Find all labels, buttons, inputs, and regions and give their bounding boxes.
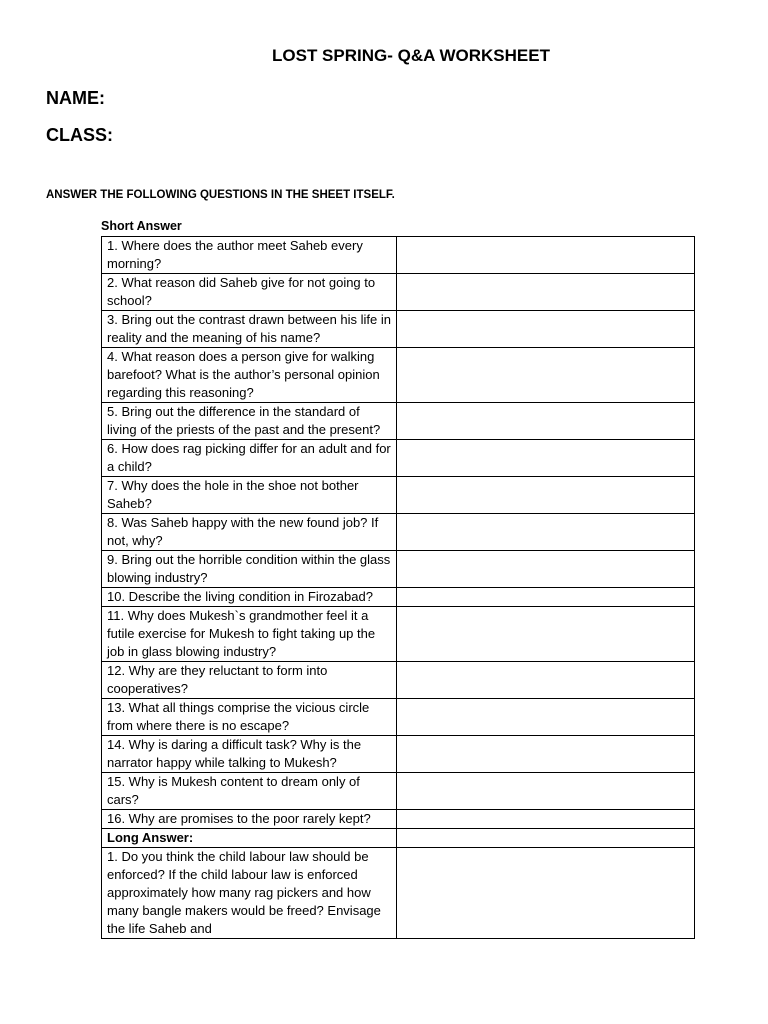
question-cell: 2. What reason did Saheb give for not going to school? [102, 274, 397, 311]
question-cell: 3. Bring out the contrast drawn between his life in reality and the meaning of his name? [102, 311, 397, 348]
answer-cell[interactable] [397, 514, 695, 551]
table-row [102, 514, 695, 551]
table-row [102, 607, 695, 662]
question-cell: 11. Why does Mukesh`s grandmother feel it a futile exercise for Mukesh to fight taking up the job in glass blowing industry? [102, 607, 397, 662]
page-title: LOST SPRING- Q&A WORKSHEET [272, 46, 550, 65]
question-cell: 9. Bring out the horrible condition within the glass blowing industry? [102, 551, 397, 588]
answer-cell[interactable] [397, 773, 695, 810]
question-cell: 1. Do you think the child labour law should be enforced? If the child labour law is enforced approximately how many rag pickers and how many bangle makers would be freed? Envisage the life Saheb and [102, 848, 397, 939]
table-row [102, 848, 695, 939]
answer-cell[interactable] [397, 274, 695, 311]
long-answer-label: Long Answer: [102, 829, 397, 848]
long-answer-heading-row [102, 829, 695, 848]
question-cell: 6. How does rag picking differ for an adult and for a child? [102, 440, 397, 477]
table-row [102, 274, 695, 311]
class-label: CLASS: [46, 125, 113, 145]
answer-cell[interactable] [397, 848, 695, 939]
answer-cell[interactable] [397, 736, 695, 773]
answer-cell[interactable] [397, 237, 695, 274]
table-row [102, 551, 695, 588]
question-cell: 4. What reason does a person give for walking barefoot? What is the author’s personal opinion regarding this reasoning? [102, 348, 397, 403]
answer-cell[interactable] [397, 662, 695, 699]
question-cell: 7. Why does the hole in the shoe not bother Saheb? [102, 477, 397, 514]
question-cell: 10. Describe the living condition in Firozabad? [102, 588, 397, 607]
answer-cell[interactable] [397, 588, 695, 607]
answer-cell[interactable] [397, 699, 695, 736]
question-cell: 15. Why is Mukesh content to dream only of cars? [102, 773, 397, 810]
question-cell: 16. Why are promises to the poor rarely kept? [102, 810, 397, 829]
table-row [102, 440, 695, 477]
answer-cell[interactable] [397, 440, 695, 477]
table-row [102, 662, 695, 699]
question-cell: 5. Bring out the difference in the standard of living of the priests of the past and the present? [102, 403, 397, 440]
name-label: NAME: [46, 88, 105, 108]
table-row [102, 736, 695, 773]
answer-cell[interactable] [397, 477, 695, 514]
question-cell: 12. Why are they reluctant to form into cooperatives? [102, 662, 397, 699]
short-answer-label: Short Answer [101, 219, 182, 233]
table-row [102, 773, 695, 810]
table-row [102, 477, 695, 514]
table-row [102, 810, 695, 829]
answer-cell [397, 829, 695, 848]
answer-cell[interactable] [397, 311, 695, 348]
table-row [102, 588, 695, 607]
table-row [102, 699, 695, 736]
question-cell: 14. Why is daring a difficult task? Why is the narrator happy while talking to Mukesh? [102, 736, 397, 773]
question-cell: 13. What all things comprise the vicious circle from where there is no escape? [102, 699, 397, 736]
table-row [102, 237, 695, 274]
answer-cell[interactable] [397, 607, 695, 662]
answer-cell[interactable] [397, 348, 695, 403]
table-row [102, 348, 695, 403]
answer-cell[interactable] [397, 551, 695, 588]
table-row [102, 311, 695, 348]
answer-cell[interactable] [397, 403, 695, 440]
question-cell: 1. Where does the author meet Saheb every morning? [102, 237, 397, 274]
table-row [102, 403, 695, 440]
answer-cell[interactable] [397, 810, 695, 829]
instructions: ANSWER THE FOLLOWING QUESTIONS IN THE SHEET ITSELF. [46, 189, 395, 201]
question-cell: 8. Was Saheb happy with the new found job? If not, why? [102, 514, 397, 551]
questions-table [101, 236, 695, 939]
